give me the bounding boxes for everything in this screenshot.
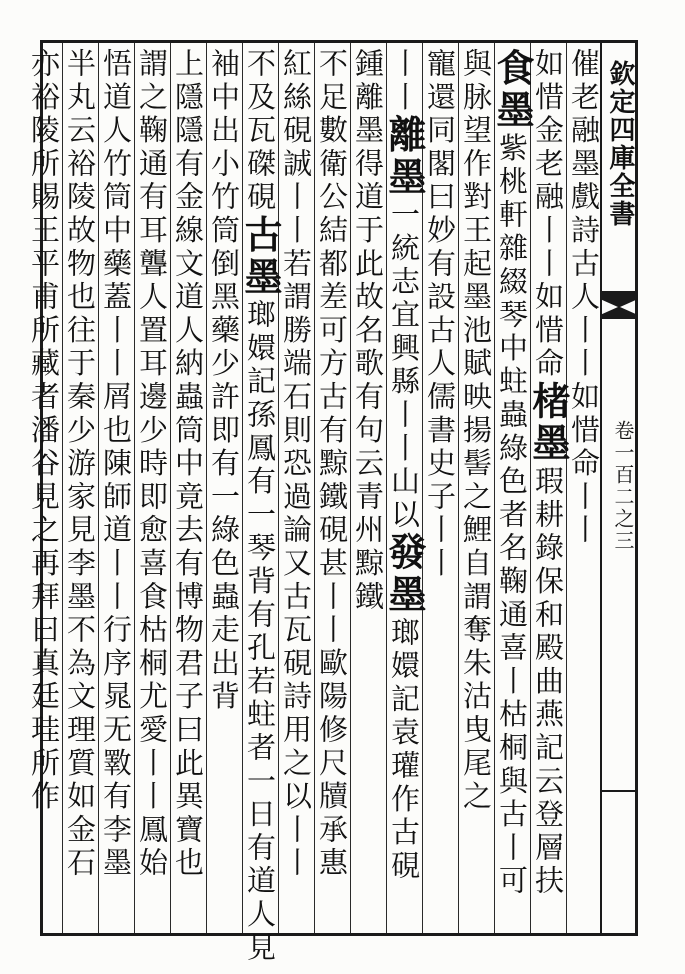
text-column-5 — [422, 48, 458, 928]
text-column-6 — [382, 48, 427, 928]
column-text: 瑯嬛記袁瓘作古硯 — [387, 616, 421, 884]
column-text: 磔硯 — [243, 147, 277, 215]
book-title: 欽定四庫全書 — [605, 60, 635, 228]
column-text: 與脉望作對王起墨池賦映揚髻之鯉自謂奪朱沽曳尾之 — [459, 48, 493, 814]
column-text: 紅絲硯誠丨丨若謂勝端石則恐過論又古瓦硯詩用之以丨丨 — [279, 48, 313, 881]
column-text: 如惜金老融丨丨如惜命 — [531, 48, 565, 381]
volume-label: 卷一百二之三 — [611, 420, 635, 552]
text-column-3 — [490, 48, 535, 928]
column-text: 謂之鞠通有耳聾人置耳邊少時即愈喜食枯桐尤愛丨丨鳳始 — [135, 48, 169, 881]
column-text: 鍾離墨得道于此故名 — [351, 48, 385, 348]
column-text: 催老融墨戲詩古人丨丨 — [567, 48, 601, 381]
entry-heading: 發墨 — [382, 532, 427, 617]
text-column-1 — [566, 48, 602, 928]
spine-rule — [600, 790, 638, 792]
column-text: 紫桃軒雜綴琴中蛀蟲綠色者名鞠通喜丨枯桐與古丨可 — [495, 132, 529, 899]
text-column-12 — [170, 48, 206, 928]
text-column-10 — [238, 48, 283, 966]
text-column-14 — [98, 48, 134, 928]
text-column-16 — [26, 48, 62, 928]
column-text: 瑯嬛記孫鳳有一琴背有孔若蛀者一日有道人見 — [243, 299, 277, 966]
column-text: 瑕耕錄保和殿曲燕記云登層扶 — [531, 465, 565, 899]
column-text: 半丸云裕陵故物也往于秦少游家見李墨不為文理質如金石 — [63, 48, 97, 881]
column-text: 不足數衛公結都差可方古有黥鐵硯甚丨丨歐陽修尺牘承惠 — [315, 48, 349, 881]
column-text: 丨丨 — [387, 48, 421, 115]
column-text: 閣曰妙有設古人儒書史子丨丨 — [423, 147, 457, 581]
text-column-11 — [206, 48, 242, 928]
entry-heading: 離墨 — [382, 114, 427, 200]
text-column-15 — [62, 48, 98, 928]
text-column-9 — [278, 48, 314, 928]
text-column-4 — [458, 48, 494, 928]
entry-heading: 食墨 — [490, 48, 535, 133]
fish-tail-mark-icon — [600, 285, 638, 323]
column-text: 上隱隱有金線文道人納蟲筒中竟去有博物君子曰此異寶也 — [171, 48, 205, 881]
column-text: 袖中出小竹筒倒黑藥少許即有一綠色蟲走出背 — [207, 48, 241, 714]
text-column-2 — [526, 48, 571, 928]
column-text: 悟道人竹筒中藥蓋丨丨屑也陳師道丨丨行序晁无斁有李墨 — [99, 48, 133, 881]
text-column-13 — [134, 48, 170, 928]
column-text: 不及瓦 — [243, 48, 277, 148]
column-text: 如惜命丨丨 — [567, 381, 601, 548]
text-column-7 — [350, 48, 386, 928]
column-text: 亦裕陵所賜王平甫所藏者潘谷見之再拜曰真廷珪所作 — [27, 48, 61, 814]
entry-heading: 古墨 — [238, 214, 283, 300]
text-column-8 — [314, 48, 350, 928]
column-text: 一統志宜興縣丨丨山以 — [387, 199, 421, 533]
entry-heading: 楮墨 — [526, 381, 571, 466]
column-text: 歌有句云青州黥鐵 — [351, 347, 385, 615]
column-text: 寵還同 — [423, 48, 457, 148]
